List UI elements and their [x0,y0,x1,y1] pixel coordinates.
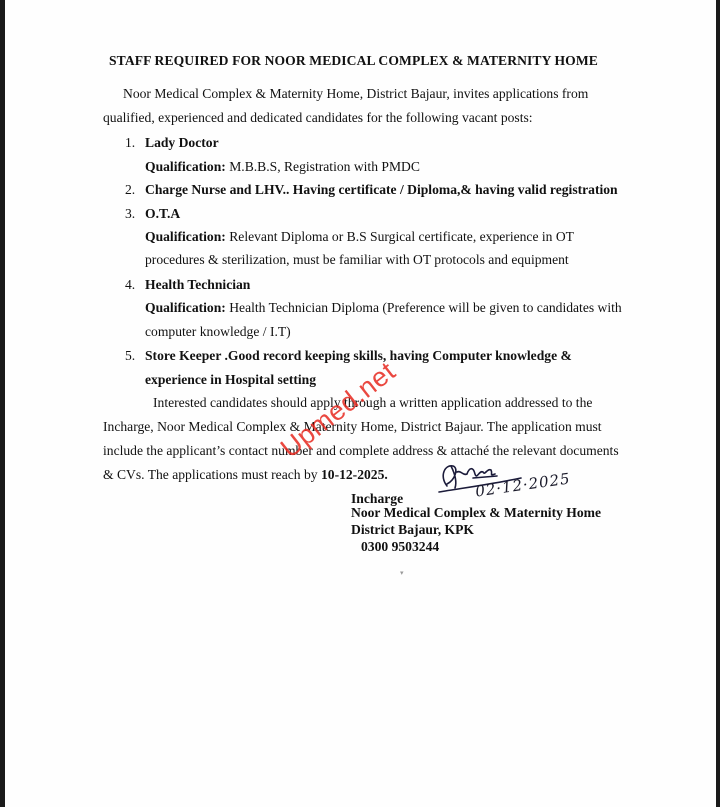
intro-line: Noor Medical Complex & Maternity Home, District Bajaur, invites applications from [123,86,589,101]
post-number: 2. [125,182,136,197]
post-qualification [145,159,420,175]
application-line: Interested candidates should apply through a written application addressed to the [153,395,593,410]
signature-date: 02·12·2025 [474,469,572,501]
deadline-date: 10-12-2025. [320,467,388,482]
application-line: include the applicant’s contact number and complete address & attaché the relevant documents [103,443,619,458]
post-title: experience in Hospital setting [145,372,317,387]
post-number: 1. [125,135,136,150]
qualification-label: Qualification: [145,229,226,244]
post-qualification [145,300,622,316]
footer-designation: Incharge [351,491,404,506]
application-line: Incharge, Noor Medical Complex & Maternity Home, District Bajaur. The application must [103,419,602,434]
footer-organization: Noor Medical Complex & Maternity Home [351,505,602,520]
intro-line: qualified, experienced and dedicated candidates for the following vacant posts: [103,110,533,125]
post-number: 5. [125,348,136,363]
post-title: Charge Nurse and LHV.. Having certificate / Diploma,& having valid registration [145,182,618,197]
footer-phone: 0300 9503244 [361,539,440,554]
post-title: Lady Doctor [145,135,219,150]
watermark: Upmed.net [275,355,402,464]
qualification-text: computer knowledge / I.T) [145,324,291,339]
post-title: O.T.A [145,206,181,221]
post-number: 4. [125,277,136,292]
document-title: STAFF REQUIRED FOR NOOR MEDICAL COMPLEX & MATERNITY HOME [109,53,598,68]
application-line [103,467,388,483]
footer-location: District Bajaur, KPK [351,522,474,537]
qualification-label: Qualification: [145,300,226,315]
qualification-text: Relevant Diploma or B.S Surgical certificate, experience in OT [229,229,574,244]
application-text: & CVs. The applications must reach by [103,467,321,482]
qualification-text: M.B.B.S, Registration with PMDC [229,159,420,174]
qualification-text: Health Technician Diploma (Preference will be given to candidates with [229,300,622,315]
speck-mark: ▾ [400,569,404,577]
post-title: Store Keeper .Good record keeping skills, having Computer knowledge & [145,348,572,363]
post-title: Health Technician [145,277,251,292]
post-qualification [145,229,574,245]
document-page [5,0,716,807]
qualification-text: procedures & sterilization, must be familiar with OT protocols and equipment [145,252,569,267]
post-number: 3. [125,206,136,221]
qualification-label: Qualification: [145,159,226,174]
